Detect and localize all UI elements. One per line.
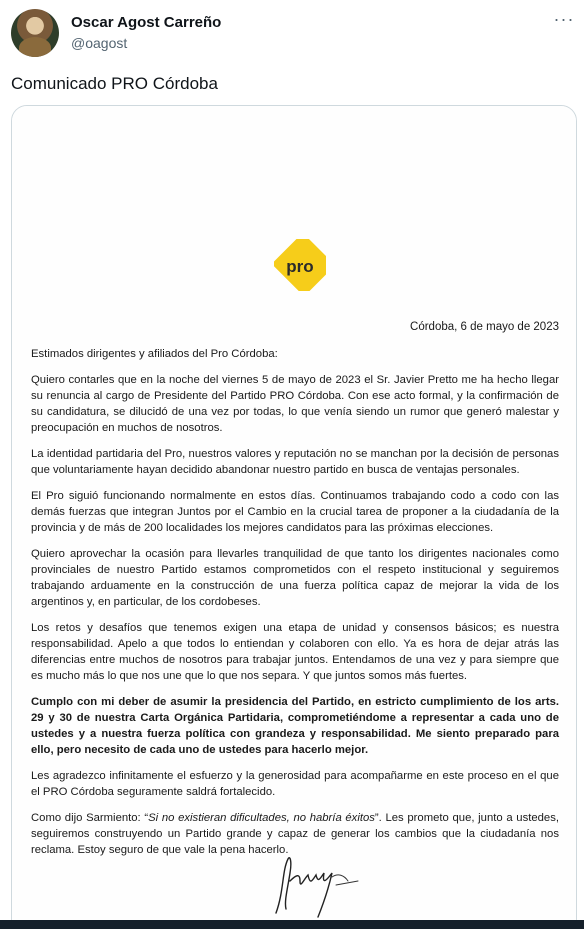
paragraph-1: Quiero contarles que en la noche del viernes 5 de mayo de 2023 el Sr. Javier Pretto me ha hecho llegar su renuncia al cargo de Presidente del Partido PRO Córdoba. Con ese acto formal, y la confirmación de su candidatura, se dilucidó de una vez por todas, lo que venía siendo un rumor que generó malestar y preocupación en muchos de nosotros. xyxy=(31,374,559,434)
document-image xyxy=(12,106,577,929)
more-horizontal-icon[interactable]: ··· xyxy=(553,9,575,29)
avatar[interactable] xyxy=(11,9,59,57)
sarmiento-quote: Si no existieran dificultades, no habría éxitos xyxy=(148,812,375,824)
logo-text: pro xyxy=(286,257,314,276)
quote-outro: ”. Les prometo que, junto a ustedes, seguiremos construyendo un Partido grande y capaz de generar los cambios que la ciudadanía nos reclama. Estoy seguro de que vale la pena hacerlo. xyxy=(31,812,559,856)
pro-logo xyxy=(274,239,326,291)
signature xyxy=(262,851,372,921)
author-handle[interactable]: @oagost xyxy=(71,35,128,51)
tweet-header xyxy=(11,9,577,59)
paragraph-7: Les agradezco infinitamente el esfuerzo y la generosidad para acompañarme en este proceso en el que el PRO Córdoba seguramente saldrá fortalecido. xyxy=(31,770,559,798)
document-date: Córdoba, 6 de mayo de 2023 xyxy=(410,321,559,333)
quote-intro: Como dijo Sarmiento: “ xyxy=(31,812,149,824)
paragraph-5: Los retos y desafíos que tenemos exigen una etapa de unidad y consensos básicos; es nuestra responsabilidad. Apelo a que todos lo entiendan y colaboren con ello. Ya es hora de dejar atrás las diferencias entre muchos de nosotros para trabajar juntos. Entendamos de una vez y para siempre que es mucho más lo que nos une que lo que nos separa. Y que juntos somos más fuertes. xyxy=(31,622,559,682)
paragraph-2: La identidad partidaria del Pro, nuestros valores y reputación no se manchan por la decisión de personas que voluntariamente hayan decidido abandonar nuestro partido en busca de ventajas personales. xyxy=(31,448,559,476)
bottom-bar xyxy=(0,920,584,929)
author-name[interactable]: Oscar Agost Carreño xyxy=(71,14,222,31)
media-card[interactable] xyxy=(11,105,577,929)
greeting: Estimados dirigentes y afiliados del Pro Córdoba: xyxy=(31,348,278,360)
paragraph-6: Cumplo con mi deber de asumir la presidencia del Partido, en estricto cumplimiento de los arts. 29 y 30 de nuestra Carta Orgánica Partidaria, comprometiéndome a representar a cada uno de ustedes y a nuestra fuerza política con grandeza y responsabilidad. Me siento preparado para ello, pero necesito de cada uno de ustedes para hacerlo mejor. xyxy=(31,696,559,756)
document-body xyxy=(31,346,559,868)
paragraph-3: El Pro siguió funcionando normalmente en estos días. Continuamos trabajando codo a codo con las demás fuerzas que integran Juntos por el Cambio en la crucial tarea de proponer a la ciudadanía de la provincia y de más de 200 localidades los mejores candidatos para las próximas elecciones. xyxy=(31,490,559,534)
tweet-text: Comunicado PRO Córdoba xyxy=(11,74,218,93)
paragraph-4: Quiero aprovechar la ocasión para llevarles tranquilidad de que tanto los dirigentes nacionales como provinciales de nuestro Partido estamos comprometidos con el respeto institucional y seguiremos trabajando arduamente en la construcción de una fuerza política capaz de mejorar la vida de los argentinos y, en particular, de los cordobeses. xyxy=(31,548,559,608)
